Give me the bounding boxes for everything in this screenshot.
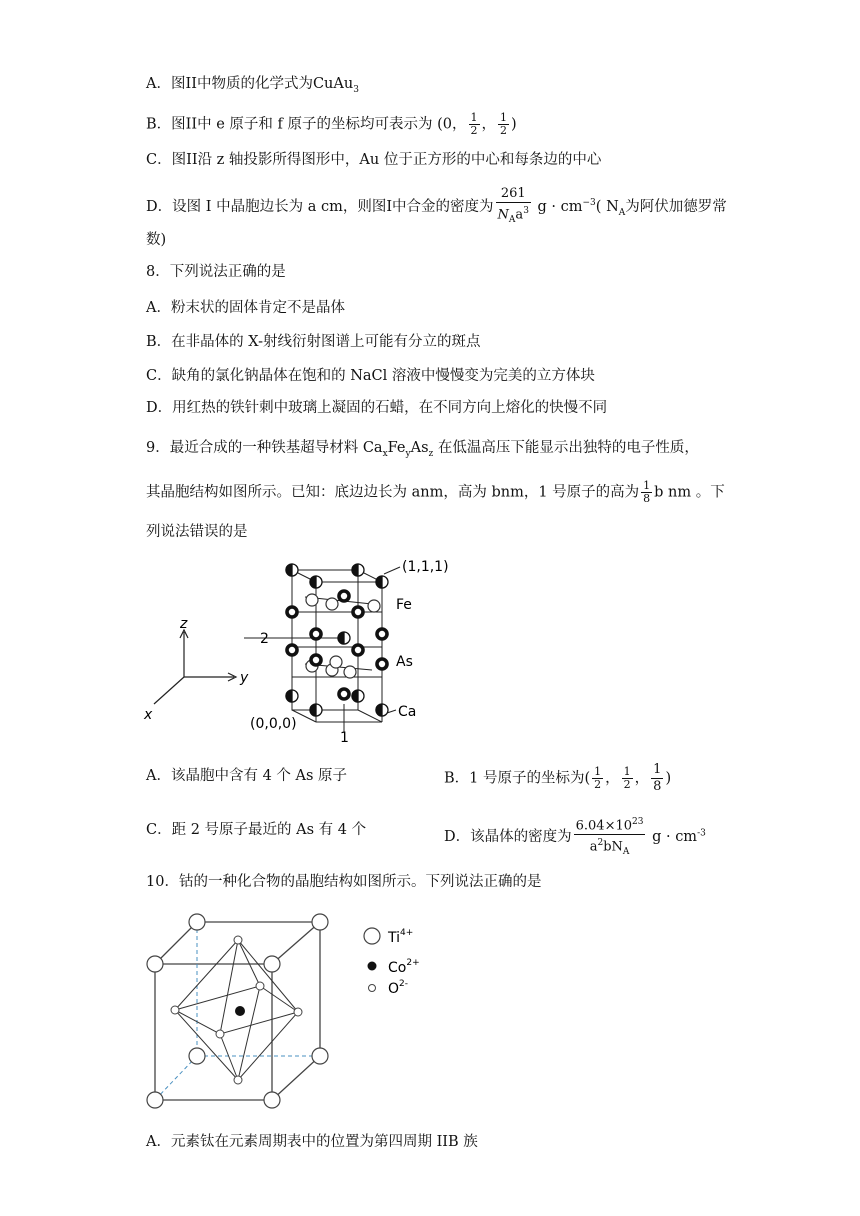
q9-option-a: A．该晶胞中含有 4 个 As 原子 [146, 768, 348, 784]
q7-option-a: A．图II中物质的化学式为CuAu$_3$ [146, 76, 359, 95]
label-fe: Fe [396, 597, 412, 613]
q7-option-d-cont: 数) [146, 232, 167, 248]
q9-stem-line3: 列说法错误的是 [146, 524, 248, 540]
ca-atoms [286, 564, 388, 716]
q8-option-b: B．在非晶体的 X-射线衍射图谱上可能有分立的斑点 [146, 334, 481, 350]
q7-option-d: D．设图 I 中晶胞边长为 a cm，则图I中合金的密度为 $\frac{261}{N_Aa^3}$ $g \cdot cm^{-3}$( $N_A$为阿伏加德罗常 [146, 186, 727, 228]
fraction: $\frac{1}{8}$ [653, 762, 662, 794]
legend-ti: $Ti^{4+}$ [388, 928, 414, 946]
axis-triad [154, 630, 236, 704]
q9-option-b: B．1 号原子的坐标为( $\frac{1}{2}$ ， $\frac{1}{2}$ ， $\frac{1}{8}$ ) [444, 762, 672, 794]
fraction: $\frac{1}{2}$ [623, 765, 631, 791]
fraction: $\frac{1}{2}$ [500, 111, 507, 137]
label-atom-2: 2 [260, 631, 269, 647]
q7-option-c: C．图II沿 z 轴投影所得图形中，Au 位于正方形的中心和每条边的中心 [146, 152, 602, 168]
crystal-cell-figure [140, 552, 449, 746]
q7-option-b: B．图II中 e 原子和 f 原子的坐标均可表示为 (0， $\frac{1}{2}$ ， $\frac{1}{2}$ ) [146, 111, 517, 137]
legend [364, 928, 420, 997]
density-fraction: $\frac{6.04\times 10^{23}}{a^2bN_A}$ [574, 814, 646, 860]
q9-option-d: D．该晶体的密度为 $\frac{6.04\times 10^{23}}{a^2bN_A}$ $g \cdot cm^{-3}$ [444, 814, 706, 860]
axis-z-label: z [180, 616, 188, 632]
q8-stem: 8．下列说法正确的是 [146, 264, 286, 280]
q8-option-a: A．粉末状的固体肯定不是晶体 [146, 300, 345, 316]
cobalt-compound-cell-figure [140, 908, 440, 1128]
label-as: As [396, 654, 413, 670]
q10-stem: 10．钴的一种化合物的晶胞结构如图所示。下列说法正确的是 [146, 874, 542, 890]
label-000: (0,0,0) [250, 716, 297, 732]
label-111: (1,1,1) [402, 559, 449, 575]
density-fraction: $\frac{261}{N_Aa^3}$ [497, 186, 529, 225]
fraction: $\frac{1}{2}$ [470, 111, 478, 137]
legend-co: $Co^{2+}$ [388, 958, 420, 976]
fraction: $\frac{1}{2}$ [594, 765, 602, 791]
label-ca: Ca [398, 704, 417, 720]
axis-x-label: x [144, 707, 153, 723]
q10-option-a: A．元素钛在元素周期表中的位置为第四周期 IIB 族 [146, 1134, 478, 1150]
co-ion [235, 1006, 245, 1016]
q9-stem-line2: 其晶胞结构如图所示。已知：底边边长为 anm，高为 bnm，1 号原子的高为 $\frac{1}{8}$ b nm 。下 [146, 479, 725, 505]
q8-option-d: D．用红热的铁针刺中玻璃上凝固的石蜡，在不同方向上熔化的快慢不同 [146, 400, 608, 416]
q9-stem-line1: 9．最近合成的一种铁基超导材料 $Ca_xFe_yAs_z$ 在低温高压下能显示出独特的电子性质， [146, 440, 699, 459]
q9-option-c: C．距 2 号原子最近的 As 有 4 个 [146, 822, 367, 838]
label-atom-1: 1 [340, 730, 349, 746]
q8-option-c: C．缺角的氯化钠晶体在饱和的 NaCl 溶液中慢慢变为完美的立方体块 [146, 368, 595, 384]
fraction: $\frac{1}{8}$ [643, 479, 651, 505]
axis-y-label: y [240, 670, 249, 686]
legend-o: $O^{2-}$ [388, 979, 409, 997]
